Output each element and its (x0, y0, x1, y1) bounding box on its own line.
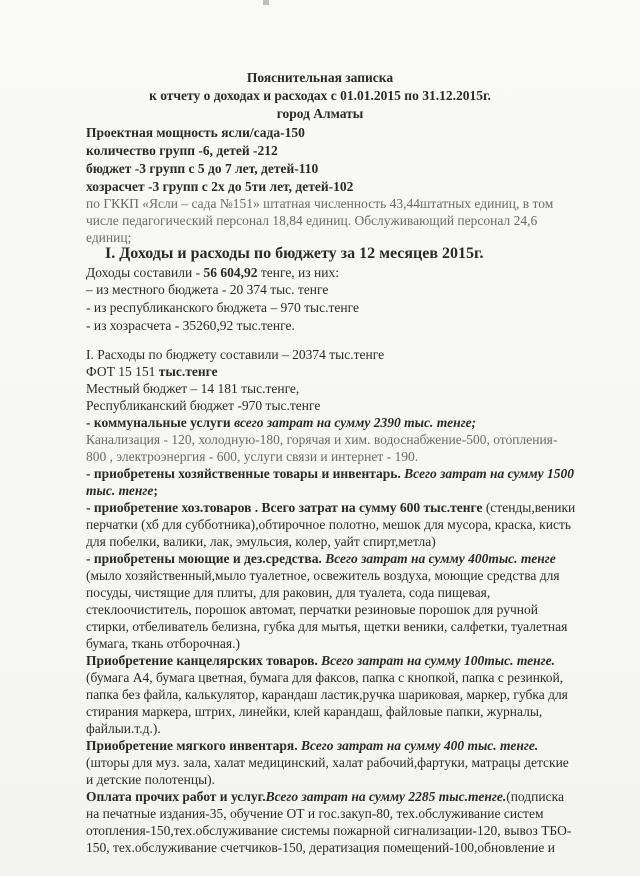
hoz-heading (86, 499, 575, 516)
office-italic: Всего затрат на сумму 100тыс. тенге. (321, 653, 556, 668)
income-suffix: тенге, из них: (257, 265, 339, 280)
clean-line-5: бумага, ткань отборочная.) (86, 636, 240, 651)
doc-city: город Алматы (276, 106, 364, 121)
utilities-heading (86, 414, 476, 431)
office-bold: Приобретение канцелярских товаров. (86, 653, 322, 668)
income-line (86, 264, 339, 281)
utilities-bold: - коммунальные услуги (86, 415, 235, 430)
doc-subtitle: к отчету о доходах и расходах с 01.01.2015 по 31.12.2015г. (149, 88, 491, 103)
scan-mark (263, 0, 269, 5)
office-heading (86, 652, 555, 669)
other-text-1: (подписка (506, 789, 564, 804)
household-italic: Всего затрат на сумму 1500 (404, 466, 575, 481)
fot-line (86, 363, 218, 380)
clean-line-4: стирки, отбеливатель белизна, губка для мытья, щетки веники, салфетки, туалетная (86, 619, 568, 634)
staff-line-3: единиц; (86, 230, 132, 245)
other-bold: Оплата прочих работ и услуг. (86, 789, 266, 804)
utilities-line-1: Канализация - 120, холодную-180, горячая и хим. водоснабжение-500, отопления- (86, 432, 558, 447)
other-italic: Всего затрат на сумму 2285 тыс.тенге. (265, 789, 507, 804)
fot-prefix: ФОТ 15 151 (86, 364, 159, 379)
groups-line: количество групп -6, детей -212 (86, 143, 278, 158)
hoz-line-3: для побелки, валики, лак, эмульсия, колер, уайт спирт,метла) (86, 534, 436, 549)
office-line-1: (бумага А4, бумага цветная, бумага для факсов, папка с кнопкой, папка с резинкой, (86, 670, 564, 685)
section1-heading: I. Доходы и расходы по бюджету за 12 месяцев 2015г. (105, 245, 484, 262)
clean-heading (86, 550, 556, 567)
household-heading (86, 465, 574, 482)
hoz-text-1: (стенды,веники (482, 500, 576, 515)
soft-heading (86, 737, 538, 754)
office-line-4: файлыи.т.д.). (86, 721, 161, 736)
income-local: – из местного бюджета - 20 374 тыс. тенге (86, 282, 329, 297)
income-value: 56 604,92 (203, 265, 258, 280)
other-line-3: отопления-150,тех.обслуживание системы пожарной сигнализации-120, вывоз ТБО- (86, 823, 572, 838)
clean-line-2: посуды, чистящие для плиты, для раковин, для туалета, сода пищевая, (86, 585, 491, 600)
income-republican: - из республиканского бюджета – 970 тыс.тенге (86, 300, 359, 315)
office-line-2: папка без файла, калькулятор, карандаш ластик,ручка шариковая, маркер, губка для (86, 687, 568, 702)
utilities-line-2: 800 , электроэнергия - 600, услуги связи и интернет - 190. (86, 449, 419, 464)
other-line-2: на печатные издания-35, обучение ОТ и гос.закуп-80, тех.обслуживание систем (86, 806, 544, 821)
soft-line-2: и детские полотенцы). (86, 772, 216, 787)
household-semicolon: ; (153, 483, 158, 498)
clean-line-1: (мыло хозяйственный,мыло туалетное, освежитель воздуха, моющие средства для (86, 568, 560, 583)
household-italic-2: тыс. тенге (86, 483, 154, 498)
utilities-italic: всего затрат на сумму 2390 тыс. тенге; (234, 415, 477, 430)
other-heading (86, 788, 564, 805)
capacity-line: Проектная мощность ясли/сада-150 (86, 125, 305, 140)
soft-bold: Приобретение мягкого инвентаря. (86, 738, 301, 753)
clean-bold: - приобретены моющие и дез.средства. (86, 551, 326, 566)
staff-line-2: числе педагогический персонал 18,84 единиц. Обслуживающий персонал 24,6 (86, 213, 538, 228)
clean-line-3: стеклоочиститель, порошок автомат, перчатки резиновые порошок для ручной (86, 602, 538, 617)
local-budget-line: Местный бюджет – 14 181 тыс.тенге, (86, 381, 300, 396)
budget-groups-line: бюджет -3 групп с 5 до 7 лет, детей-110 (86, 161, 319, 176)
income-prefix: Доходы составили - (86, 265, 204, 280)
household-bold: - приобретены хозяйственные товары и инвентарь. (86, 466, 405, 481)
doc-title: Пояснительная записка (246, 70, 394, 85)
office-line-3: стирания маркера, штрих, линейки, клей карандаш, файловые папки, журналы, (86, 704, 543, 719)
household-heading-2 (86, 482, 158, 499)
hoz-line-2: перчатки (хб для субботника),обтирочное полотно, мешок для мусора, краска, кисть (86, 517, 572, 532)
staff-line-1: по ГККП «Ясли – сада №151» штатная численность 43,44штатных единиц, в том (86, 196, 554, 211)
soft-italic: Всего затрат на сумму 400 тыс. тенге. (300, 738, 539, 753)
soft-line-1: (шторы для муз. зала, халат медицинский, халат рабочий,фартуки, матрацы детские (86, 755, 569, 770)
selffund-groups-line: хозрасчет -3 групп с 2х до 5ти лет, детей-102 (86, 179, 354, 194)
expenses-total: I. Расходы по бюджету составили – 20374 тыс.тенге (86, 347, 385, 362)
hoz-bold: - приобретение хоз.товаров . Всего затрат на сумму 600 тыс.тенге (86, 500, 483, 515)
income-selffund: - из хозрасчета - 35260,92 тыс.тенге. (86, 318, 295, 333)
fot-suffix: тыс.тенге (158, 364, 218, 379)
rep-budget-line: Республиканский бюджет -970 тыс.тенге (86, 398, 321, 413)
clean-italic: Всего затрат на сумму 400тыс. тенге (325, 551, 556, 566)
other-line-4: 150, тех.обслуживание счетчиков-150, дератизация помещений-100,обновление и (86, 840, 555, 855)
